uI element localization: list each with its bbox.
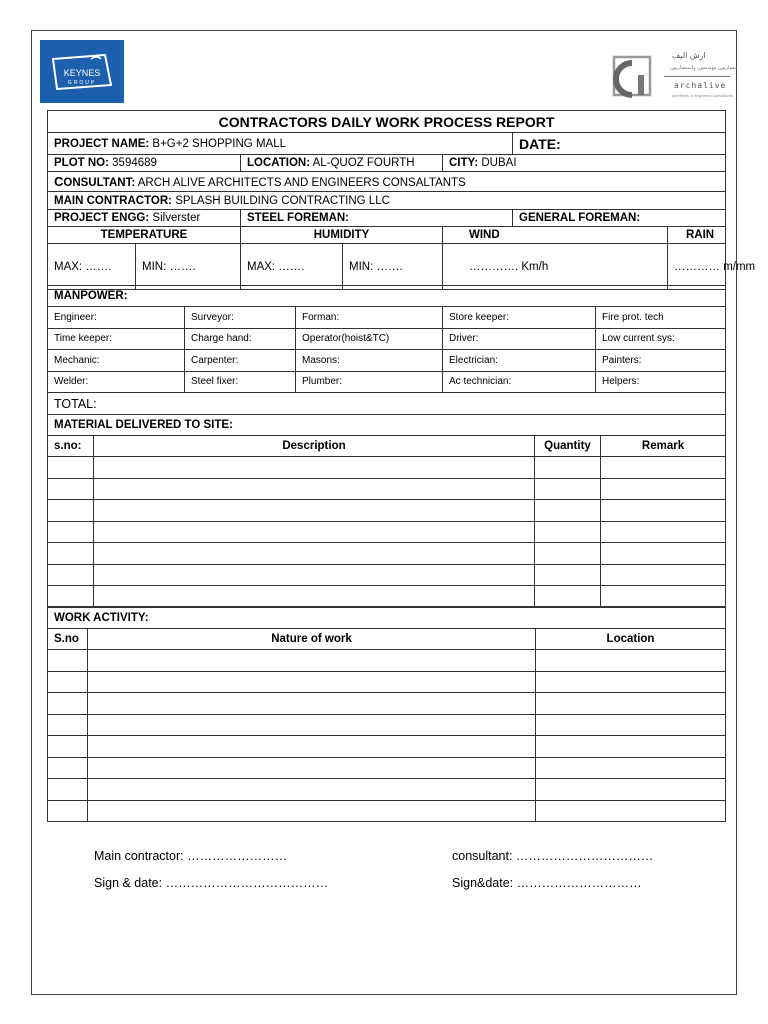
manpower-table <box>47 285 726 415</box>
report-title: CONTRACTORS DAILY WORK PROCESS REPORT <box>48 111 726 133</box>
material-rows <box>48 457 726 608</box>
city-cell <box>443 155 726 172</box>
blank-cell[interactable] <box>48 693 88 715</box>
blank-cell[interactable] <box>536 779 726 801</box>
manpower-row <box>48 328 726 350</box>
manpower-cell[interactable]: Engineer: <box>48 307 185 329</box>
work-activity-table <box>47 606 726 822</box>
work-activity-row <box>48 800 726 822</box>
blank-cell[interactable] <box>48 521 94 543</box>
work-activity-row <box>48 693 726 715</box>
blank-cell[interactable] <box>535 478 601 500</box>
footer-consultant[interactable]: consultant: …………………………… <box>452 849 654 863</box>
work-activity-row <box>48 714 726 736</box>
manpower-cell[interactable]: Fire prot. tech <box>596 307 726 329</box>
blank-cell[interactable] <box>48 714 88 736</box>
keynes-logo-icon <box>47 49 117 95</box>
main-contractor-value[interactable]: SPLASH BUILDING CONTRACTING LLC <box>175 194 390 207</box>
consultant-value[interactable]: ARCH ALIVE ARCHITECTS AND ENGINEERS CONSALTANTS <box>137 177 466 189</box>
manpower-cell[interactable]: Store keeper: <box>443 307 596 329</box>
blank-cell[interactable] <box>601 543 726 565</box>
material-col-remark: Remark <box>601 436 726 457</box>
project-name-label: PROJECT NAME: <box>54 137 150 150</box>
wind-header: WIND <box>443 227 668 244</box>
project-name-cell <box>48 133 513 155</box>
humidity-header: HUMIDITY <box>241 227 443 244</box>
work-col-sno: S.no <box>48 629 88 650</box>
consultant-label: ONSULTANT: <box>63 177 136 189</box>
blank-cell[interactable] <box>601 564 726 586</box>
work-activity-row <box>48 736 726 758</box>
manpower-cell[interactable]: Painters: <box>596 350 726 372</box>
material-row <box>48 457 726 479</box>
city-label: CITY: <box>449 157 479 169</box>
plot-cell <box>48 155 241 172</box>
project-engg-cell <box>48 210 241 227</box>
blank-cell[interactable] <box>88 779 536 801</box>
general-foreman-cell[interactable]: GENERAL FOREMAN: <box>513 210 726 227</box>
manpower-cell[interactable]: Surveyor: <box>185 307 296 329</box>
project-name-value[interactable]: B+G+2 SHOPPING MALL <box>152 137 286 150</box>
humidity-max[interactable]: MAX: ……. <box>241 244 343 290</box>
blank-cell[interactable] <box>94 521 535 543</box>
blank-cell[interactable] <box>48 478 94 500</box>
blank-cell[interactable] <box>48 500 94 522</box>
keynes-sub-text: GROUP <box>67 79 97 86</box>
manpower-cell[interactable]: Charge hand: <box>185 328 296 350</box>
consultant-cell <box>48 172 726 192</box>
blank-cell[interactable] <box>601 586 726 608</box>
material-row <box>48 500 726 522</box>
blank-cell[interactable] <box>94 500 535 522</box>
blank-cell[interactable] <box>535 564 601 586</box>
work-col-nature: Nature of work <box>88 629 536 650</box>
blank-cell[interactable] <box>536 714 726 736</box>
blank-cell[interactable] <box>94 457 535 479</box>
manpower-grid <box>48 307 726 393</box>
blank-cell[interactable] <box>536 800 726 822</box>
header-table <box>47 110 756 290</box>
date-cell[interactable] <box>513 133 726 155</box>
main-contractor-label: MAIN CONTRACTOR: <box>54 194 172 207</box>
blank-cell[interactable] <box>94 564 535 586</box>
material-col-quantity: Quantity <box>535 436 601 457</box>
work-activity-row <box>48 650 726 672</box>
blank-cell[interactable] <box>88 736 536 758</box>
work-activity-heading: WORK ACTIVITY: <box>48 607 726 629</box>
keynes-brand-text: KEYNES <box>63 67 101 78</box>
work-col-location: Location <box>536 629 726 650</box>
project-engg-value[interactable]: Silverster <box>152 212 201 224</box>
manpower-total[interactable]: TOTAL: <box>48 393 726 415</box>
material-row <box>48 478 726 500</box>
blank-cell[interactable] <box>601 478 726 500</box>
manpower-cell[interactable]: Welder: <box>48 371 185 393</box>
material-row <box>48 586 726 608</box>
material-row <box>48 564 726 586</box>
rain-value[interactable]: ………… m/mm <box>668 244 726 290</box>
project-engg-label: PROJECT ENGG: <box>54 212 150 224</box>
manpower-cell[interactable]: Driver: <box>443 328 596 350</box>
footer-main-contractor[interactable]: Main contractor: …………………… <box>94 849 288 863</box>
blank-cell[interactable] <box>48 736 88 758</box>
rain-header: RAIN <box>668 227 726 244</box>
footer-sign-date-left[interactable]: Sign & date: ………………………………… <box>94 876 329 890</box>
humidity-min[interactable]: MIN: ……. <box>343 244 443 290</box>
blank-cell[interactable] <box>94 543 535 565</box>
manpower-row <box>48 350 726 372</box>
manpower-cell[interactable]: Time keeper: <box>48 328 185 350</box>
wind-value[interactable]: …………. Km/h <box>443 244 668 290</box>
location-cell <box>241 155 443 172</box>
blank-cell[interactable] <box>48 779 88 801</box>
blank-cell[interactable] <box>48 543 94 565</box>
work-activity-row <box>48 779 726 801</box>
work-activity-row <box>48 757 726 779</box>
plot-value[interactable]: 3594689 <box>112 157 157 169</box>
manpower-cell[interactable]: Operator(hoist&TC) <box>296 328 443 350</box>
blank-cell[interactable] <box>601 521 726 543</box>
archalive-sub: architects & engineers consultants <box>672 93 733 98</box>
material-heading: MATERIAL DELIVERED TO SITE: <box>48 415 726 436</box>
blank-cell[interactable] <box>535 457 601 479</box>
blank-cell[interactable] <box>535 586 601 608</box>
archalive-logo <box>612 51 738 101</box>
blank-cell[interactable] <box>535 500 601 522</box>
material-table <box>47 414 726 608</box>
manpower-cell[interactable]: Mechanic: <box>48 350 185 372</box>
manpower-cell[interactable]: Masons: <box>296 350 443 372</box>
blank-cell[interactable] <box>48 757 88 779</box>
blank-cell[interactable] <box>88 693 536 715</box>
blank-cell[interactable] <box>601 457 726 479</box>
plot-label: PLOT NO: <box>54 157 109 169</box>
blank-cell[interactable] <box>88 650 536 672</box>
blank-cell[interactable] <box>535 543 601 565</box>
blank-cell[interactable] <box>48 650 88 672</box>
work-activity-row <box>48 671 726 693</box>
archalive-brand-name: archalive <box>674 81 727 90</box>
manpower-cell[interactable]: Steel fixer: <box>185 371 296 393</box>
consultant-label-initial: C <box>54 174 64 189</box>
material-row <box>48 543 726 565</box>
manpower-cell[interactable]: Low current sys: <box>596 328 726 350</box>
keynes-logo <box>40 40 124 103</box>
date-label: DATE: <box>519 135 561 152</box>
material-row <box>48 521 726 543</box>
manpower-cell[interactable]: Forman: <box>296 307 443 329</box>
temperature-min[interactable]: MIN: ……. <box>136 244 241 290</box>
blank-cell[interactable] <box>94 586 535 608</box>
blank-cell[interactable] <box>601 500 726 522</box>
blank-cell[interactable] <box>536 650 726 672</box>
manpower-cell[interactable]: Plumber: <box>296 371 443 393</box>
archalive-mark-icon <box>612 55 654 97</box>
blank-cell[interactable] <box>94 478 535 500</box>
blank-cell[interactable] <box>535 521 601 543</box>
blank-cell[interactable] <box>88 671 536 693</box>
material-col-sno: s.no: <box>48 436 94 457</box>
footer-sign-date-right[interactable]: Sign&date: ………………………… <box>452 876 642 890</box>
blank-cell[interactable] <box>536 671 726 693</box>
steel-foreman-cell[interactable]: STEEL FOREMAN: <box>241 210 513 227</box>
blank-cell[interactable] <box>88 714 536 736</box>
blank-cell[interactable] <box>48 800 88 822</box>
blank-cell[interactable] <box>536 736 726 758</box>
blank-cell[interactable] <box>48 564 94 586</box>
blank-cell[interactable] <box>88 800 536 822</box>
work-activity-rows <box>48 650 726 822</box>
blank-cell[interactable] <box>48 671 88 693</box>
temperature-header: TEMPERATURE <box>48 227 241 244</box>
manpower-cell[interactable]: Electrician: <box>443 350 596 372</box>
archalive-arabic-name: ارش اليف <box>672 51 706 60</box>
blank-cell[interactable] <box>48 586 94 608</box>
blank-cell[interactable] <box>48 457 94 479</box>
manpower-cell[interactable]: Helpers: <box>596 371 726 393</box>
archalive-divider <box>664 76 730 77</box>
material-col-description: Description <box>94 436 535 457</box>
temperature-max[interactable]: MAX: ……. <box>48 244 136 290</box>
location-value[interactable]: AL-QUOZ FOURTH <box>312 157 415 169</box>
location-label: LOCATION: <box>247 157 311 169</box>
blank-cell[interactable] <box>88 757 536 779</box>
city-value[interactable]: DUBAI <box>481 157 517 169</box>
manpower-heading: MANPOWER: <box>48 286 726 307</box>
report-page <box>31 30 756 995</box>
manpower-row <box>48 371 726 393</box>
manpower-cell[interactable]: Carpenter: <box>185 350 296 372</box>
manpower-cell[interactable]: Ac technician: <box>443 371 596 393</box>
manpower-row <box>48 307 726 329</box>
archalive-arabic-sub: معماريون مهندسون واستشاريون <box>670 65 738 71</box>
main-contractor-cell <box>48 192 726 210</box>
blank-cell[interactable] <box>536 693 726 715</box>
blank-cell[interactable] <box>536 757 726 779</box>
